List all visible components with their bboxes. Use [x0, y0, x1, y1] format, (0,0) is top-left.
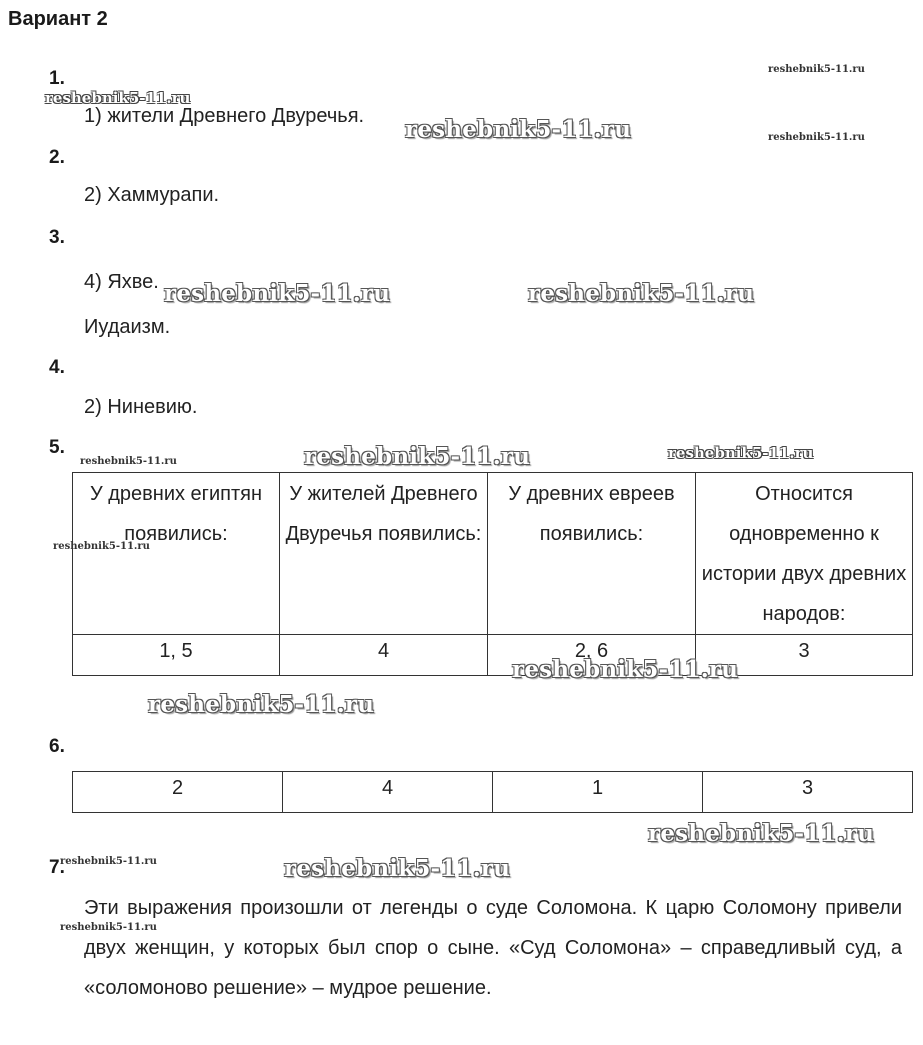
watermark: reshebnik5-11.ru	[60, 856, 157, 867]
watermark: reshebnik5-11.ru	[304, 443, 531, 470]
watermark: reshebnik5-11.ru	[768, 132, 865, 143]
table-cell: 3	[703, 772, 913, 813]
page-title: Вариант 2	[8, 8, 108, 30]
question-1-answer: 1) жители Древнего Двуречья.	[84, 105, 365, 127]
question-2-answer: 2) Хаммурапи.	[84, 184, 220, 206]
table-cell: 1, 5	[73, 635, 280, 676]
watermark: reshebnik5-11.ru	[60, 922, 157, 933]
table-cell: 4	[280, 635, 488, 676]
watermark: reshebnik5-11.ru	[53, 541, 150, 552]
watermark: reshebnik5-11.ru	[45, 89, 191, 107]
question-4-answer: 2) Ниневию.	[84, 396, 198, 418]
question-2-number: 2.	[49, 147, 65, 168]
table-row	[73, 635, 913, 676]
watermark: reshebnik5-11.ru	[668, 444, 814, 462]
table-header-cell: У жителей Древнего Двуречья появились:	[280, 473, 488, 635]
watermark: reshebnik5-11.ru	[284, 855, 511, 882]
watermark: reshebnik5-11.ru	[148, 691, 375, 718]
question-7-number: 7.	[49, 857, 65, 878]
table-cell: 3	[696, 635, 913, 676]
table-cell: 4	[283, 772, 493, 813]
table-cell: 2, 6	[488, 635, 696, 676]
question-7-answer: Эти выражения произошли от легенды о суде Соломона. К царю Соломону привели двух женщин, у которых был спор о сыне. «Суд Соломона» – справедливый суд, а «соломоново решение» – мудрое решение.	[84, 897, 902, 999]
question-1-number: 1.	[49, 68, 65, 89]
table-header-cell: Относится одновременно к истории двух древних народов:	[696, 473, 913, 635]
watermark: reshebnik5-11.ru	[164, 280, 391, 307]
table-header-cell: У древних евреев появились:	[488, 473, 696, 635]
question-6-table	[72, 771, 913, 813]
watermark: reshebnik5-11.ru	[80, 456, 177, 467]
table-cell: 1	[493, 772, 703, 813]
question-5-number: 5.	[49, 437, 65, 458]
question-5-table	[72, 472, 913, 676]
question-6-number: 6.	[49, 736, 65, 757]
question-4-number: 4.	[49, 357, 65, 378]
table-cell: 2	[73, 772, 283, 813]
watermark: reshebnik5-11.ru	[512, 656, 739, 683]
table-header-cell: У древних египтян появились:	[73, 473, 280, 635]
table-row	[73, 772, 913, 813]
watermark: reshebnik5-11.ru	[768, 64, 865, 75]
question-3-number: 3.	[49, 227, 65, 248]
question-3-answer: 4) Яхве.	[84, 271, 159, 293]
watermark: reshebnik5-11.ru	[405, 116, 632, 143]
watermark: reshebnik5-11.ru	[528, 280, 755, 307]
table-header-row	[73, 473, 913, 635]
question-3-extra: Иудаизм.	[84, 316, 171, 338]
watermark: reshebnik5-11.ru	[648, 820, 875, 847]
